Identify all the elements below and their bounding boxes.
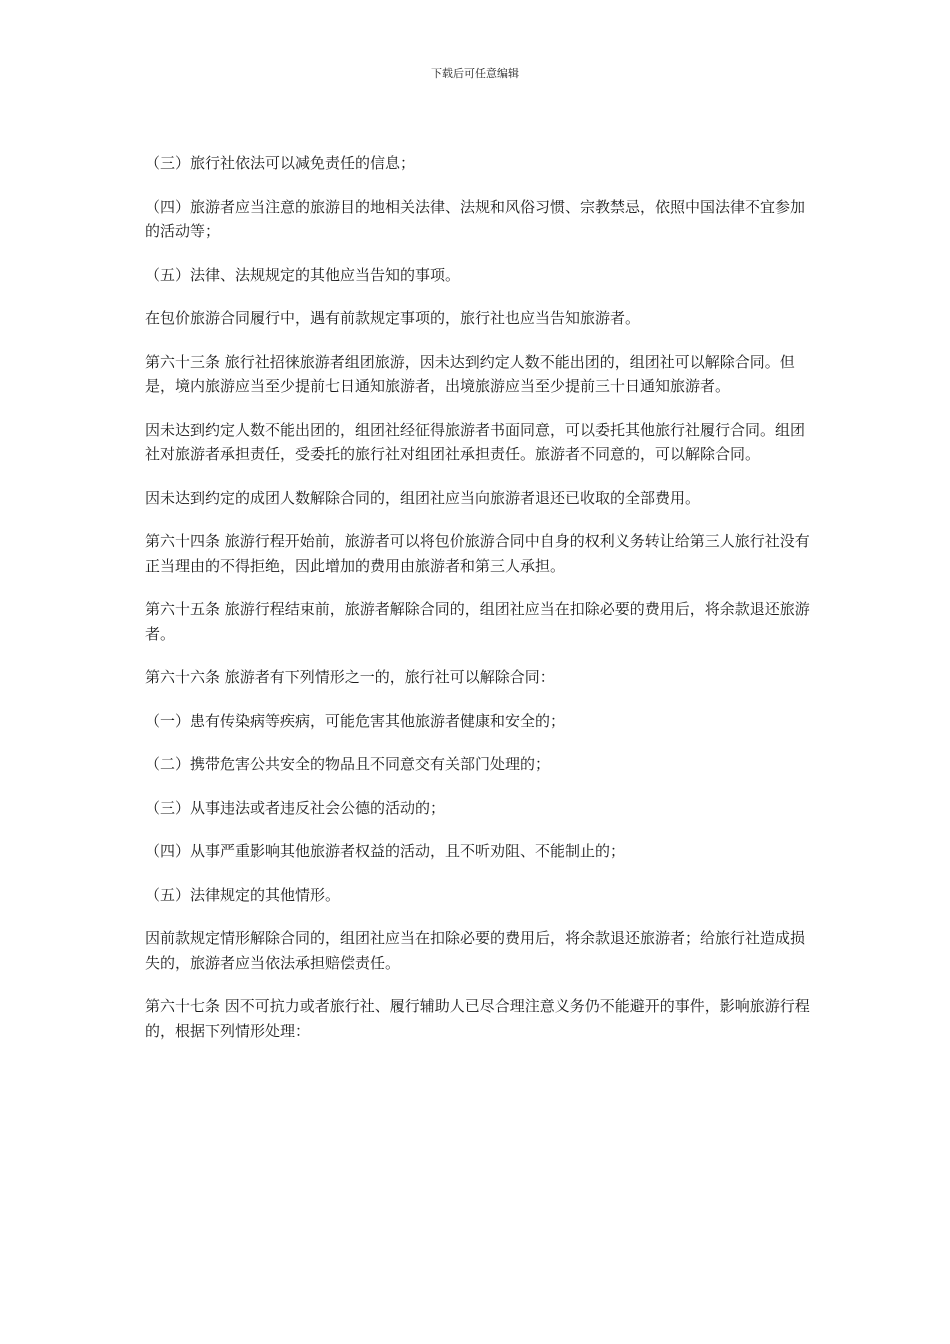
- paragraph: 第六十三条 旅行社招徕旅游者组团旅游，因未达到约定人数不能出团的，组团社可以解除合同。但是，境内旅游应当至少提前七日通知旅游者，出境旅游应当至少提前三十日通知旅游者。: [145, 352, 795, 395]
- paragraph: （三）旅行社依法可以减免责任的信息；: [145, 154, 416, 172]
- paragraph: 第六十四条 旅游行程开始前，旅游者可以将包价旅游合同中自身的权利义务转让给第三人旅行社没有正当理由的不得拒绝，因此增加的费用由旅游者和第三人承担。: [145, 532, 810, 575]
- paragraph: （二）携带危害公共安全的物品且不同意交有关部门处理的；: [145, 755, 551, 773]
- paragraph: （一）患有传染病等疾病，可能危害其他旅游者健康和安全的；: [145, 711, 566, 730]
- paragraph: （四）旅游者应当注意的旅游目的地相关法律、法规和风俗习惯、宗教禁忌，依照中国法律不宜参加的活动等；: [145, 197, 806, 240]
- paragraph: （五）法律规定的其他情形。: [145, 885, 341, 904]
- paragraph: 因未达到约定的成团人数解除合同的，组团社应当向旅游者退还已收取的全部费用。: [145, 488, 701, 507]
- document-body: [145, 151, 810, 1062]
- paragraph: 在包价旅游合同履行中，遇有前款规定事项的，旅行社也应当告知旅游者。: [145, 309, 641, 327]
- paragraph: 第六十七条 因不可抗力或者旅行社、履行辅助人已尽合理注意义务仍不能避开的事件，影响旅游行程的，根据下列情形处理：: [145, 997, 810, 1040]
- paragraph: 因未达到约定人数不能出团的，组团社经征得旅游者书面同意，可以委托其他旅行社履行合同。组团社对旅游者承担责任，受委托的旅行社对组团社承担责任。旅游者不同意的，可以解除合同。: [145, 420, 806, 463]
- paragraph: （三）从事违法或者违反社会公德的活动的；: [145, 798, 446, 817]
- page-header: 下载后可任意编辑: [431, 67, 519, 80]
- paragraph: （五）法律、法规规定的其他应当告知的事项。: [145, 265, 461, 284]
- paragraph: 第六十五条 旅游行程结束前，旅游者解除合同的，组团社应当在扣除必要的费用后，将余款退还旅游者。: [145, 600, 810, 643]
- paragraph: 因前款规定情形解除合同的，组团社应当在扣除必要的费用后，将余款退还旅游者；给旅行社造成损失的，旅游者应当依法承担赔偿责任。: [145, 929, 806, 972]
- paragraph: 第六十六条 旅游者有下列情形之一的，旅行社可以解除合同：: [145, 668, 555, 686]
- paragraph: （四）从事严重影响其他旅游者权益的活动，且不听劝阻、不能制止的；: [145, 842, 626, 860]
